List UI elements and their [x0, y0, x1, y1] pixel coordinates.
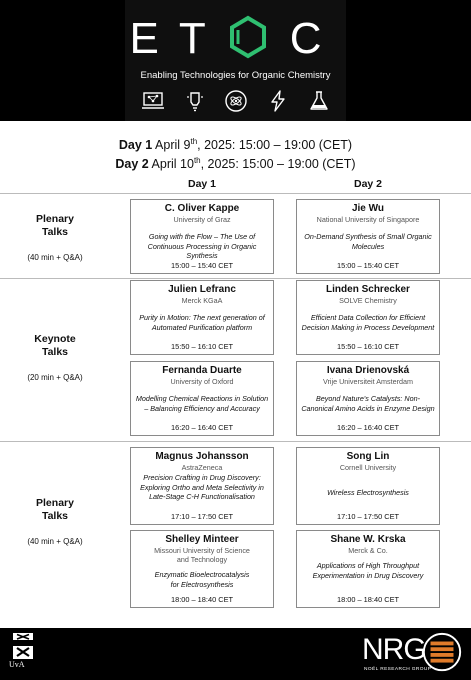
speaker-affiliation: Vrije Universiteit Amsterdam [322, 377, 413, 386]
talk-title: Going with the Flow – The Use of Continuous Processing in Organic Synthesis [147, 232, 257, 260]
column-header-day2: Day 2 [353, 178, 383, 190]
talk-title: Wireless Electrosynthesis [327, 488, 409, 497]
talk-time: 16:20 – 16:40 CET [336, 423, 400, 432]
title-letter-c: C [289, 14, 342, 63]
row-label-plenary-1: Plenary Talks (40 min + Q&A) [27, 213, 83, 262]
speaker-affiliation: AstraZeneca [181, 463, 223, 472]
row-label-keynote: Keynote Talks (20 min + Q&A) [27, 333, 83, 382]
talk-title: Enzymatic Bioelectrocatalysis for Electrosynthesis [154, 570, 250, 589]
uva-logo [8, 632, 38, 676]
talk-time: 16:20 – 16:40 CET [170, 423, 234, 432]
speaker-affiliation: University of Graz [173, 215, 231, 224]
etoc-logo-block [125, 0, 346, 121]
speaker-affiliation: Merck KGaA [181, 296, 223, 305]
title-letter-e: E [129, 14, 179, 63]
speaker-name: Magnus Johansson [155, 451, 249, 462]
talk-time: 15:00 – 15:40 CET [170, 261, 234, 270]
speaker-name: Julien Lefranc [168, 284, 236, 295]
talk-time: 15:50 – 16:10 CET [336, 342, 400, 351]
speaker-affiliation: Merck & Co. [348, 546, 388, 555]
talk-card-minteer [130, 530, 274, 608]
speaker-name: Ivana Drienovská [326, 365, 410, 376]
lightbulb-icon [183, 89, 207, 113]
benzene-hexagon-icon [226, 15, 270, 59]
talk-card-johansson [130, 447, 274, 525]
lightning-bolt-icon [266, 89, 290, 113]
header-icon-row [141, 88, 331, 114]
nrg-logo [362, 631, 467, 678]
column-header-day1: Day 1 [187, 178, 217, 190]
talk-time: 17:10 – 17:50 CET [170, 512, 234, 521]
talk-title: Efficient Data Collection for Efficient Decision Making in Process Development [301, 313, 435, 332]
network-laptop-icon [141, 89, 165, 113]
speaker-affiliation: Cornell University [339, 463, 397, 472]
section-divider [0, 278, 471, 279]
etoc-subtitle: Enabling Technologies for Organic Chemistry [140, 70, 331, 81]
flask-icon [307, 89, 331, 113]
speaker-name: Jie Wu [351, 203, 385, 214]
talk-title: Applications of High Throughput Experimentation in Drug Discovery [312, 561, 424, 580]
row-label-plenary-2: Plenary Talks (40 min + Q&A) [27, 497, 83, 546]
talk-card-lefranc [130, 280, 274, 355]
speaker-name: Shane W. Krska [330, 534, 406, 545]
speaker-name: Fernanda Duarte [162, 365, 242, 376]
talk-card-duarte [130, 361, 274, 436]
event-dates [0, 134, 471, 172]
talk-card-kappe [130, 199, 274, 274]
talk-title: Modelling Chemical Reactions in Solution – Balancing Efficiency and Accuracy [135, 394, 269, 413]
section-divider [0, 193, 471, 194]
speaker-affiliation: SOLVE Chemistry [339, 296, 397, 305]
talk-title: Beyond Nature's Catalysts: Non-Canonical Amino Acids in Enzyme Design [301, 394, 435, 413]
etoc-title [125, 14, 346, 64]
talk-time: 15:00 – 15:40 CET [336, 261, 400, 270]
talk-time: 18:00 – 18:40 CET [170, 595, 234, 604]
talk-title: Purity in Motion: The next generation of Automated Purification platform [139, 313, 265, 332]
title-letter-t: T [178, 14, 226, 63]
nrg-wordmark: NRG [362, 633, 426, 666]
speaker-name: Linden Schrecker [326, 284, 410, 295]
speaker-affiliation: National University of Singapore [316, 215, 420, 224]
talk-card-krska [296, 530, 440, 608]
footer-band [0, 628, 471, 680]
speaker-name: Song Lin [346, 451, 390, 462]
speaker-affiliation: Missouri University of Science and Technology [154, 546, 250, 564]
speaker-affiliation: University of Oxford [170, 377, 234, 386]
talk-card-drienovska [296, 361, 440, 436]
speaker-name: Shelley Minteer [165, 534, 239, 545]
talk-card-lin [296, 447, 440, 525]
talk-time: 18:00 – 18:40 CET [336, 595, 400, 604]
talk-title: Precision Crafting in Drug Discovery: Exploring Ortho and Meta Selectivity in Late-Stage C-H Functionalisation [140, 473, 264, 501]
day2-date-line: Day 2 April 10th, 2025: 15:00 – 19:00 (CET) [115, 156, 356, 172]
speaker-name: C. Oliver Kappe [164, 203, 240, 214]
atom-circle-icon [224, 89, 248, 113]
nrg-subtitle: NOËL RESEARCH GROUP [364, 667, 432, 672]
talk-time: 17:10 – 17:50 CET [336, 512, 400, 521]
uva-crest-icon [8, 632, 38, 662]
talk-time: 15:50 – 16:10 CET [170, 342, 234, 351]
uva-wordmark: UvA [9, 660, 25, 669]
talk-card-schrecker [296, 280, 440, 355]
talk-title: On-Demand Synthesis of Small Organic Molecules [304, 232, 432, 251]
section-divider [0, 441, 471, 442]
day1-date-line: Day 1 April 9th, 2025: 15:00 – 19:00 (CET) [118, 137, 353, 153]
talk-card-wu [296, 199, 440, 274]
